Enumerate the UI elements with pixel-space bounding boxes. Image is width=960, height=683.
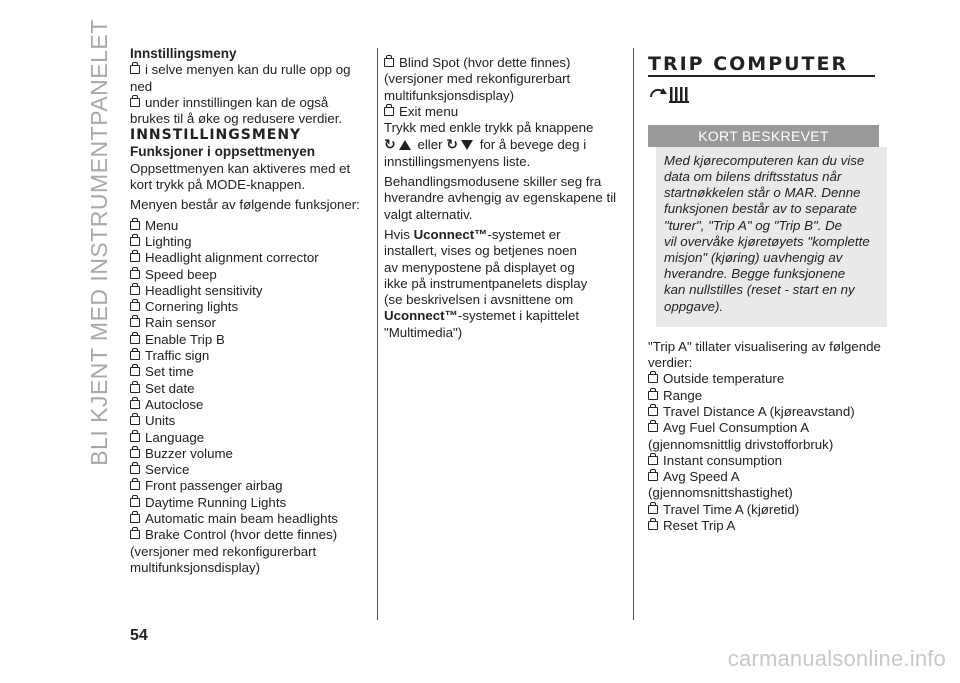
button-icon: [130, 530, 140, 539]
title-rule: [648, 75, 875, 77]
list-item: [130, 462, 370, 478]
list-item-label: Automatic main beam headlights: [145, 511, 338, 527]
list-item-label: Menu: [145, 217, 179, 233]
list-item: [130, 299, 370, 315]
text-line: ikke på instrumentpanelets display: [384, 275, 588, 291]
summary-box-line: oppgave).: [664, 298, 724, 314]
trip-values-list: [648, 371, 888, 436]
button-icon: [130, 237, 140, 246]
button-icon: [384, 107, 394, 116]
list-item-label: Cornering lights: [145, 299, 239, 315]
button-icon: [384, 58, 394, 67]
text-line: (versjoner med rekonfigurerbart: [384, 71, 571, 87]
section-title: INNSTILLINGSMENY: [130, 127, 302, 144]
text-line: multifunksjonsdisplay): [130, 559, 261, 575]
column-divider: [377, 48, 378, 620]
button-icon: [648, 505, 658, 514]
list-item-label: Daytime Running Lights: [145, 494, 287, 510]
list-item: Reset Trip A: [648, 518, 888, 534]
list-item-label: Rain sensor: [145, 315, 216, 331]
button-icon: [130, 335, 140, 344]
button-icon: [648, 423, 658, 432]
list-item: [130, 511, 370, 527]
summary-box-line: misjon" (kjøring) uavhengig av: [664, 250, 843, 266]
list-item: Travel Time A (kjøretid): [648, 502, 888, 518]
button-icon: [130, 318, 140, 327]
button-icon: [648, 374, 658, 383]
list-item: [648, 404, 888, 420]
list-item: [130, 315, 370, 331]
text-line: ↻ eller ↻ for å bevege deg i: [384, 136, 587, 153]
text-line: (gjennomsnittlig drivstofforbruk): [648, 436, 834, 452]
button-icon: [130, 302, 140, 311]
text-line: Oppsettmenyen kan aktiveres med et: [130, 160, 351, 176]
chapter-side-title-text: BLI KJENT MED INSTRUMENTPANELET: [85, 18, 112, 466]
watermark: carmanualsonline.info: [727, 646, 946, 671]
text-line: hverandre avhengig av egenskapene til: [384, 190, 617, 206]
trip-computer-title: TRIP COMPUTER: [648, 53, 849, 75]
button-icon: [130, 481, 140, 490]
list-item: [648, 420, 888, 436]
list-item: [130, 446, 370, 462]
column-1: [130, 46, 370, 576]
arrow-down-icon: [461, 140, 473, 150]
summary-box: [656, 147, 887, 327]
column-2: [384, 55, 629, 341]
text-line: (se beskrivelsen i avsnittene om: [384, 292, 574, 308]
list-item-label: Set time: [145, 364, 194, 380]
list-item: [130, 527, 370, 543]
list-item-label: Headlight sensitivity: [145, 282, 263, 298]
text-line: Behandlingsmodusene skiller seg fra: [384, 174, 602, 190]
button-icon: [130, 465, 140, 474]
list-item: [648, 388, 888, 404]
menu-heading: Innstillingsmeny: [130, 46, 237, 61]
text-line: "Trip A" tillater visualisering av følgende: [648, 338, 881, 354]
list-item: Exit menu: [384, 104, 629, 120]
arrow-up-icon: [399, 140, 411, 150]
summary-box-title: KORT BESKREVET: [648, 125, 879, 147]
button-icon: [648, 521, 658, 530]
button-icon: [130, 514, 140, 523]
list-item-label: Enable Trip B: [145, 331, 225, 347]
list-item: i selve menyen kan du rulle opp og: [130, 62, 370, 78]
list-item-label: Brake Control (hvor dette finnes): [145, 527, 338, 543]
rotate-knob-icon: ↻: [446, 136, 459, 153]
list-item: under innstillingen kan de også: [130, 95, 370, 111]
text-line: verdier:: [648, 355, 693, 371]
button-icon: [130, 433, 140, 442]
settings-list: [130, 218, 370, 544]
chapter-side-title: [82, 18, 116, 466]
list-item-label: Service: [145, 462, 190, 478]
page-number: 54: [130, 627, 148, 644]
button-icon: [130, 449, 140, 458]
list-item: [130, 250, 370, 266]
button-icon: [648, 407, 658, 416]
text-line: innstillingsmenyens liste.: [384, 153, 531, 169]
list-item: [130, 381, 370, 397]
button-icon: [130, 286, 140, 295]
summary-box-line: data om bilens driftsstatus når: [664, 169, 842, 184]
button-icon: [130, 367, 140, 376]
button-icon: [130, 221, 140, 230]
button-icon: [130, 351, 140, 360]
list-item-label: Outside temperature: [663, 371, 785, 387]
list-item-label: Traffic sign: [145, 348, 210, 364]
button-icon: [130, 384, 140, 393]
column-divider: [633, 48, 634, 620]
list-item: [130, 332, 370, 348]
button-icon: [648, 472, 658, 481]
list-item-label: Language: [145, 429, 205, 445]
summary-box-line: startnøkkelen står o MAR. Denne: [664, 185, 861, 201]
text-line: ned: [130, 78, 153, 94]
button-icon: [648, 456, 658, 465]
button-icon: [130, 253, 140, 262]
text-line: brukes til å øke og redusere verdier.: [130, 111, 343, 127]
text-line: Uconnect™-systemet i kapittelet: [384, 308, 580, 324]
button-icon: [130, 65, 140, 74]
text-line: Menyen består av følgende funksjoner:: [130, 197, 360, 213]
list-item: [130, 413, 370, 429]
list-item: [648, 371, 888, 387]
list-item: [130, 364, 370, 380]
list-item-label: Units: [145, 413, 176, 429]
text-line: valgt alternativ.: [384, 206, 473, 222]
summary-box-line: "turer", "Trip A" og "Trip B". De: [664, 217, 843, 233]
list-item: [130, 430, 370, 446]
list-item-label: Speed beep: [145, 266, 217, 282]
button-icon: [130, 270, 140, 279]
button-icon: [130, 400, 140, 409]
column-3: [648, 53, 888, 534]
list-item-label: Autoclose: [145, 396, 204, 412]
list-item-label: Avg Fuel Consumption A: [663, 420, 810, 436]
subsection-title: Funksjoner i oppsettmenyen: [130, 144, 316, 160]
list-item-label: Headlight alignment corrector: [145, 250, 319, 266]
list-item-label: Buzzer volume: [145, 445, 233, 461]
list-item: [130, 267, 370, 283]
summary-box-line: vil overvåke kjøretøyets "komplette: [664, 233, 870, 249]
button-icon: [130, 98, 140, 107]
text-line: (versjoner med rekonfigurerbart: [130, 543, 317, 559]
summary-box-line: hverandre. Begge funksjonene: [664, 266, 846, 282]
list-item-label: Travel Distance A (kjøreavstand): [663, 403, 855, 419]
list-item: [130, 397, 370, 413]
text-line: "Multimedia"): [384, 324, 463, 340]
summary-box-line: kan nullstilles (reset - start en ny: [664, 282, 855, 298]
list-item: Blind Spot (hvor dette finnes): [384, 55, 629, 71]
text-line: kort trykk på MODE-knappen.: [130, 177, 306, 193]
button-icon: [130, 498, 140, 507]
text-line: installert, vises og betjenes noen: [384, 243, 577, 259]
list-item-label: Lighting: [145, 233, 192, 249]
button-icon: [648, 391, 658, 400]
text-line: Trykk med enkle trykk på knappene: [384, 120, 594, 136]
button-icon: [130, 416, 140, 425]
list-item: [130, 234, 370, 250]
list-item-label: Front passenger airbag: [145, 478, 283, 494]
text-line: Hvis Uconnect™-systemet er: [384, 226, 561, 242]
list-item: Instant consumption: [648, 453, 888, 469]
summary-box-line: funksjonen består av to separate: [664, 201, 857, 217]
list-item: Avg Speed A: [648, 469, 888, 485]
text-line: multifunksjonsdisplay): [384, 87, 515, 103]
text-line: av menypostene på displayet og: [384, 259, 575, 275]
list-item: [130, 495, 370, 511]
list-item: [130, 478, 370, 494]
list-item: [130, 348, 370, 364]
list-item: [130, 218, 370, 234]
trip-computer-icon: [648, 83, 888, 105]
rotate-knob-icon: ↻: [384, 136, 396, 153]
text-line: (gjennomsnittshastighet): [648, 485, 793, 501]
summary-box-line: Med kjørecomputeren kan du vise: [664, 152, 865, 168]
list-item: [130, 283, 370, 299]
list-item-label: Range: [663, 387, 703, 403]
list-item-label: Set date: [145, 380, 195, 396]
